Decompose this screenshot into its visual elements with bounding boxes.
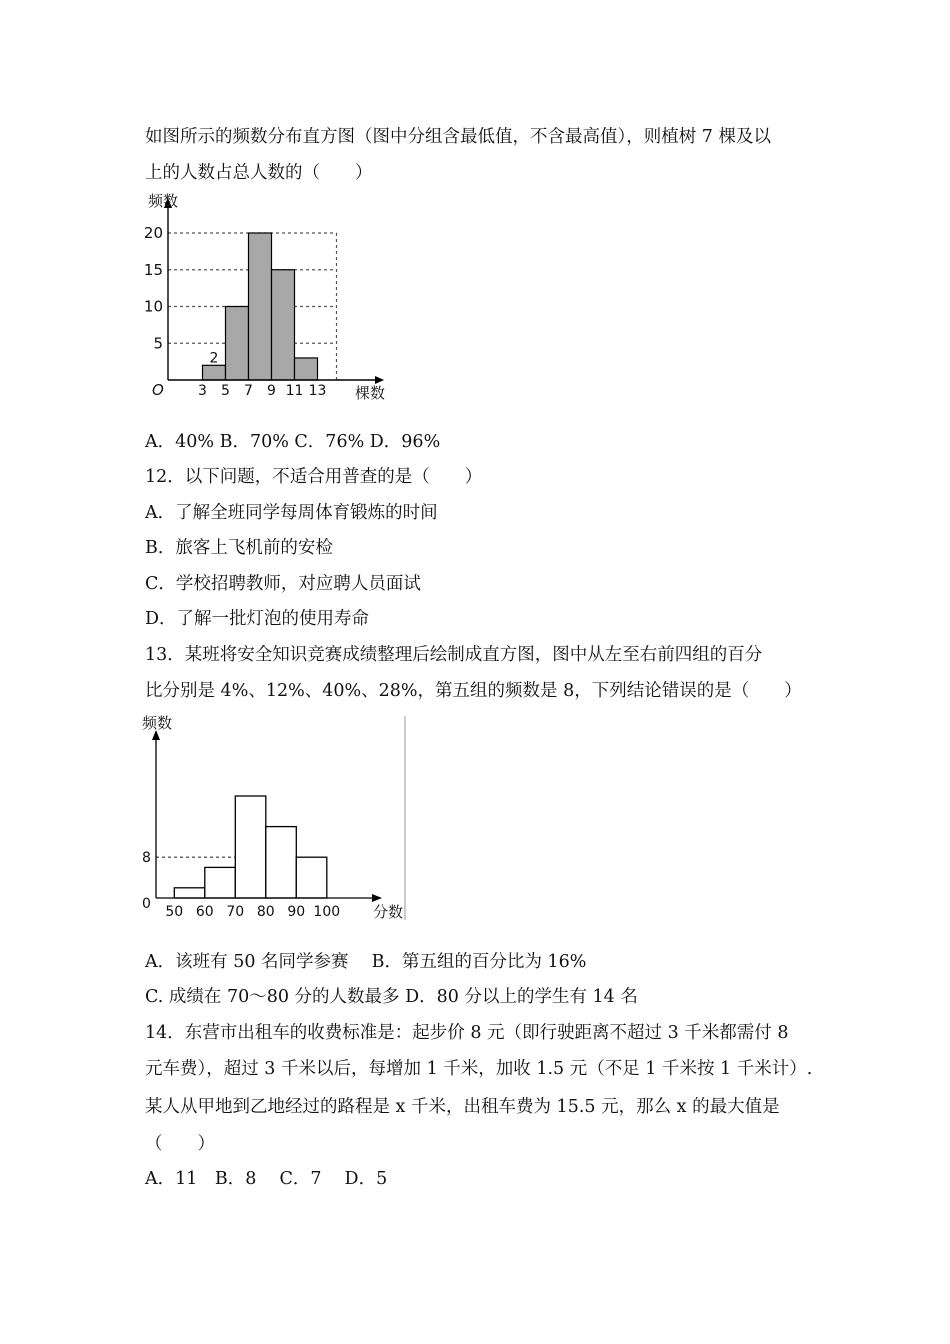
x-axis-arrow xyxy=(372,894,382,902)
x-tick-label: 7 xyxy=(244,383,253,399)
histogram-bar xyxy=(226,307,249,381)
x-tick-label: 80 xyxy=(256,904,275,920)
x-axis-arrow xyxy=(375,376,384,384)
x-tick-label: 100 xyxy=(313,904,341,920)
q12-option-d: D．了解一批灯泡的使用寿命 xyxy=(145,609,370,629)
q14-options: A．11 B．8 C．7 D．5 xyxy=(145,1169,388,1189)
q11-stem-line1: 如图所示的频数分布直方图（图中分组含最低值，不含最高值），则植树 7 棵及以 xyxy=(145,127,772,147)
x-tick-label: 70 xyxy=(226,904,245,920)
x-tick-label: 9 xyxy=(267,383,276,399)
histogram-bar xyxy=(249,233,272,380)
histogram-bar xyxy=(296,857,327,898)
q14-stem-line3: 某人从甲地到乙地经过的路程是 x 千米，出租车费为 15.5 元，那么 x 的最大值是 xyxy=(145,1097,780,1117)
q11-options: A．40% B．70% C．76% D．96% xyxy=(145,432,441,452)
y-tick-label: 5 xyxy=(153,334,163,353)
x-tick-label: 50 xyxy=(165,904,184,920)
q13-options-line1: A．该班有 50 名同学参赛 B．第五组的百分比为 16% xyxy=(145,952,587,972)
histogram-bar xyxy=(205,867,236,898)
q12-option-c: C．学校招聘教师，对应聘人员面试 xyxy=(145,574,421,594)
x-axis-label: 棵数 xyxy=(355,384,386,402)
q12-option-b: B．旅客上飞机前的安检 xyxy=(145,538,333,558)
histogram-chart-scores xyxy=(140,712,410,924)
q11-stem-line2: 上的人数占总人数的（ ） xyxy=(145,163,373,183)
x-tick-label: 13 xyxy=(308,383,327,399)
q13-stem-line1: 13．某班将安全知识竞赛成绩整理后绘制成直方图，图中从左至右前四组的百分 xyxy=(145,645,763,665)
y-tick-label: 20 xyxy=(143,224,163,242)
q14-stem-line2: 元车费），超过 3 千米以后，每增加 1 千米，加收 1.5 元（不足 1 千米按 1 千米计）. xyxy=(145,1059,813,1079)
histogram-chart-trees xyxy=(140,190,400,405)
q14-stem-line4: （ ） xyxy=(145,1134,215,1154)
q12-option-a: A．了解全班同学每周体育锻炼的时间 xyxy=(145,503,438,523)
x-tick-label: 5 xyxy=(221,383,230,399)
y-tick-label: 8 xyxy=(142,850,151,867)
x-tick-label: 90 xyxy=(287,904,306,920)
origin-label: O xyxy=(152,381,164,399)
x-tick-label: 11 xyxy=(285,383,304,399)
x-tick-label: 60 xyxy=(195,904,214,920)
y-axis-label: 频数 xyxy=(142,714,173,732)
histogram-bar xyxy=(266,827,297,898)
histogram-bar xyxy=(174,888,205,898)
histogram-bar xyxy=(203,365,226,380)
q12-stem: 12．以下问题，不适合用普查的是（ ） xyxy=(145,467,483,487)
y-tick-label: 15 xyxy=(143,260,163,279)
histogram-bar xyxy=(295,358,318,380)
histogram-bar xyxy=(235,796,265,898)
x-tick-label: 3 xyxy=(198,383,207,399)
x-axis-label: 分数 xyxy=(373,903,404,921)
origin-label: 0 xyxy=(142,896,151,912)
q14-stem-line1: 14．东营市出租车的收费标准是：起步价 8 元（即行驶距离不超过 3 千米都需付 8 xyxy=(145,1023,789,1043)
histogram-bar xyxy=(272,270,295,380)
y-axis-label: 频数 xyxy=(148,192,179,210)
y-tick-label: 10 xyxy=(143,297,163,316)
data-label: 2 xyxy=(209,350,219,367)
q13-options-line2: C. 成绩在 70～80 分的人数最多 D．80 分以上的学生有 14 名 xyxy=(145,987,638,1007)
q13-stem-line2: 比分别是 4%、12%、40%、28%，第五组的频数是 8，下列结论错误的是（ ） xyxy=(145,681,802,701)
